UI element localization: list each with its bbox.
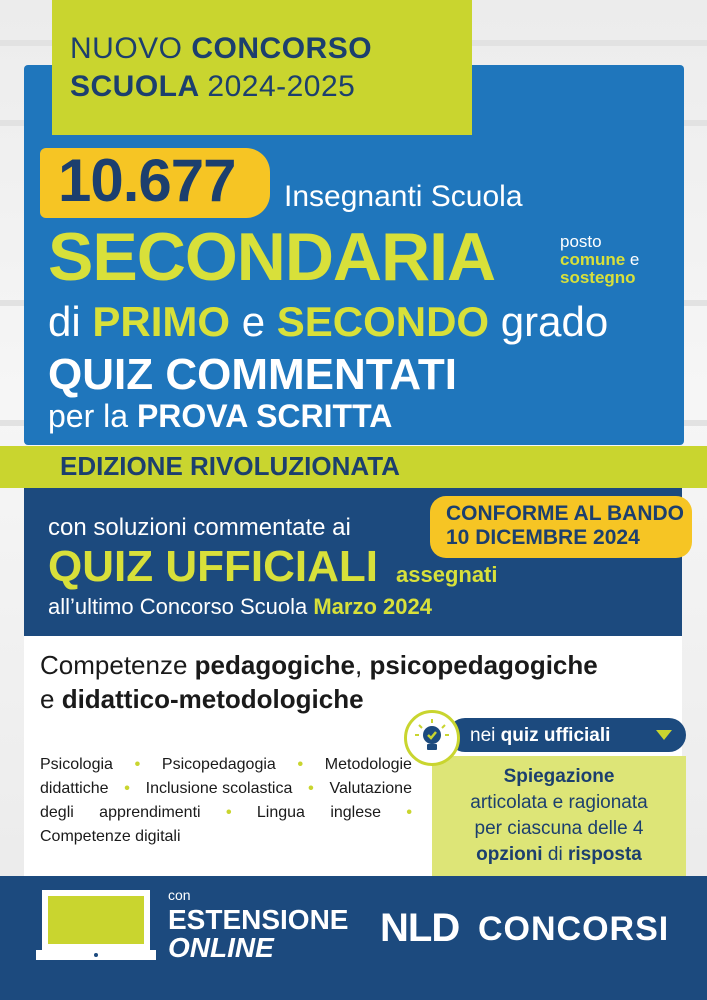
prova-scritta-line: per la PROVA SCRITTA — [48, 398, 393, 434]
topics-row3: degli apprendimenti • Lingua inglese • — [40, 804, 412, 821]
header-line1: NUOVO CONCORSO — [70, 32, 373, 65]
insegnanti-label: Insegnanti Scuola — [284, 180, 523, 213]
secondaria-title: SECONDARIA — [48, 219, 496, 295]
lightbulb-icon — [404, 710, 460, 766]
con-soluzioni-text: con soluzioni commentate ai — [48, 514, 351, 541]
explanation-line2: articolata e ragionata — [470, 792, 648, 813]
monitor-icon — [36, 886, 156, 966]
header-line2: SCUOLA 2024-2025 — [70, 70, 356, 103]
online-label: ONLINE — [168, 932, 274, 963]
ultimo-concorso-text: all’ultimo Concorso Scuola Marzo 2024 — [48, 594, 432, 619]
explanation-line1: Spiegazione — [503, 766, 615, 787]
pill-label: nei quiz ufficiali — [470, 725, 611, 746]
sostegno-label: sostegno — [560, 268, 636, 287]
comune-label: comune e — [560, 250, 640, 269]
posto-label: posto — [560, 232, 602, 251]
concorsi-logo: CONCORSI — [478, 910, 670, 948]
competenze-line1: Competenze pedagogiche, psicopedagogiche — [40, 650, 598, 680]
con-label: con — [168, 887, 191, 903]
explanation-line3: per ciascuna delle 4 — [474, 818, 644, 839]
teacher-count: 10.677 — [58, 147, 236, 214]
explanation-line4: opzioni di risposta — [476, 844, 642, 865]
conforme-line2: 10 DICEMBRE 2024 — [446, 526, 640, 549]
conforme-line1: CONFORME AL BANDO — [446, 502, 684, 525]
edizione-label: EDIZIONE RIVOLUZIONATA — [60, 451, 400, 481]
estensione-label: ESTENSIONE — [168, 904, 349, 935]
quiz-ufficiali-title: QUIZ UFFICIALI — [48, 542, 378, 591]
topics-row2: didattiche • Inclusione scolastica • Valutazione — [40, 780, 412, 797]
assegnati-text: assegnati — [396, 562, 498, 587]
top-banner — [52, 0, 472, 135]
grado-line: di PRIMO e SECONDO grado — [48, 298, 609, 345]
chevron-down-icon — [656, 730, 672, 740]
topics-row1: Psicologia • Psicopedagogia • Metodologie — [40, 756, 412, 773]
quiz-commentati-title: QUIZ COMMENTATI — [48, 350, 457, 399]
competenze-line2: e didattico-metodologiche — [40, 684, 364, 714]
topics-row4: Competenze digitali — [40, 828, 181, 845]
nld-logo: NLD — [380, 906, 460, 950]
